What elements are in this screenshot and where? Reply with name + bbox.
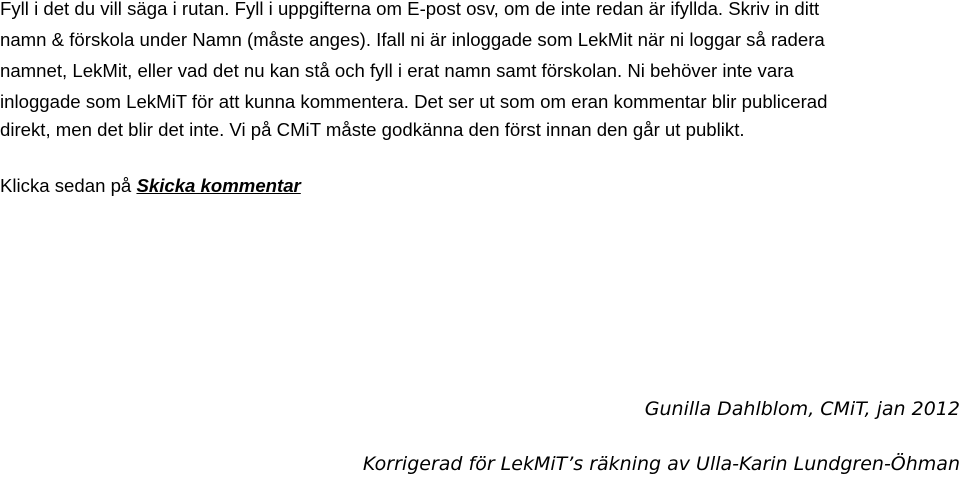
paragraph-line-4: inloggade som LekMiT för att kunna kommentera. Det ser ut som om eran kommentar blir publicerad <box>0 91 828 112</box>
instruction-line <box>0 174 301 198</box>
author-signature: Gunilla Dahlblom, CMiT, jan 2012 <box>644 398 960 420</box>
paragraph-line-1: Fyll i det du vill säga i rutan. Fyll i uppgifterna om E-post osv, om de inte redan är ifyllda. Skriv in ditt <box>0 0 820 19</box>
correction-note: Korrigerad för LekMiT’s räkning av Ulla-Karin Lundgren-Öhman <box>362 453 960 475</box>
paragraph-line-3: namnet, LekMit, eller vad det nu kan stå och fyll i erat namn samt förskolan. Ni behöver inte vara <box>0 60 794 81</box>
instruction-prefix: Klicka sedan på <box>0 175 137 196</box>
paragraph-line-5: direkt, men det blir det inte. Vi på CMiT måste godkänna den först innan den går ut publikt. <box>0 119 745 140</box>
paragraph-line-2: namn & förskola under Namn (måste anges). Ifall ni är inloggade som LekMit när ni loggar så radera <box>0 29 825 50</box>
submit-comment-reference: Skicka kommentar <box>136 175 301 196</box>
